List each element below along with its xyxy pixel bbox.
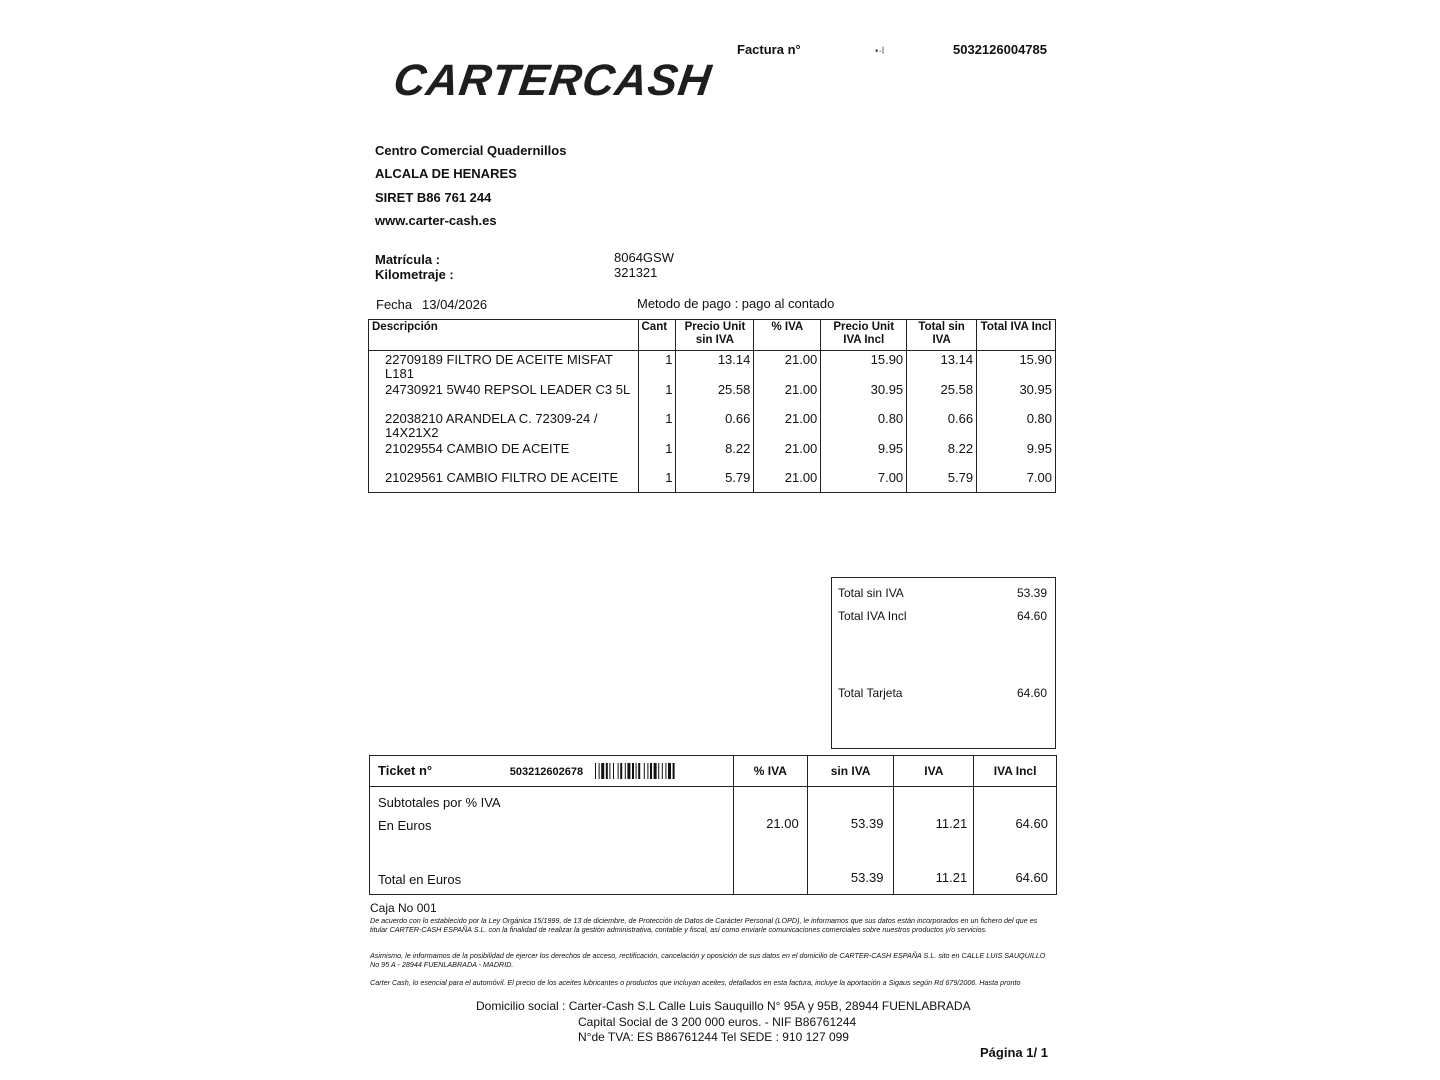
- subtotals-label: Subtotales por % IVA: [378, 795, 501, 810]
- invoice-number: 5032126004785: [953, 42, 1047, 57]
- invoice-label: Factura n°: [737, 42, 801, 57]
- ticket-label: Ticket n°: [378, 762, 433, 778]
- total-net: 53.39: [850, 870, 884, 885]
- total-euros-label: Total en Euros: [378, 872, 462, 887]
- register-number: Caja No 001: [370, 901, 437, 915]
- item-total-gross: 30.95: [977, 382, 1056, 411]
- store-city: ALCALA DE HENARES: [375, 166, 517, 181]
- item-vat: 21.00: [754, 411, 821, 441]
- items-header-row: [369, 320, 1056, 351]
- table-row: [369, 351, 1056, 383]
- total-card-value: 64.60: [1016, 686, 1047, 700]
- store-name: Centro Comercial Quadernillos: [375, 143, 567, 158]
- subtotal-net: 53.39: [850, 816, 884, 831]
- km-label: Kilometraje :: [375, 267, 454, 282]
- company-domicile: Domicilio social : Carter-Cash S.L Calle Luis Sauquillo N° 95A y 95B, 28944 FUENLABRADA: [476, 999, 971, 1013]
- table-row: [369, 411, 1056, 441]
- company-capital: Capital Social de 3 200 000 euros. - NIF B86761244: [578, 1015, 857, 1029]
- items-table: [368, 319, 1056, 493]
- col-description: Descripción: [369, 320, 639, 351]
- item-quantity: 1: [638, 382, 676, 411]
- plate-label: Matrícula :: [375, 252, 441, 267]
- item-quantity: 1: [638, 470, 676, 493]
- currency-label: En Euros: [378, 818, 432, 833]
- item-description: 22038210 ARANDELA C. 72309-24 / 14X21X2: [369, 411, 639, 441]
- legal-notice-rights: Asimismo, le informamos de la posibilidad de ejercer los derechos de acceso, rectificación, cancelación y oposición de sus datos en el domicilio de CARTER-CASH ESPAÑA S.L. sito en CALLE LUIS SAUQUILLO No 95 A - 28944 FUENLABRADA - MADRID.: [370, 951, 1046, 969]
- item-total-gross: 0.80: [977, 411, 1056, 441]
- date-value: 13/04/2026: [422, 297, 488, 312]
- item-unit-gross: 9.95: [821, 441, 907, 470]
- col-total-gross: Total IVA Incl: [977, 320, 1056, 351]
- item-vat: 21.00: [754, 441, 821, 470]
- page-number: Página 1/ 1: [980, 1045, 1048, 1060]
- date-label: Fecha: [376, 297, 413, 312]
- table-row: [369, 441, 1056, 470]
- col-quantity: Cant: [638, 320, 676, 351]
- invoice-mark: •·l: [875, 46, 885, 57]
- totals-box: [831, 577, 1056, 749]
- item-unit-net: 5.79: [676, 470, 754, 493]
- total-gross-label: Total IVA Incl: [838, 609, 907, 623]
- item-description: 21029554 CAMBIO DE ACEITE: [369, 441, 639, 470]
- item-unit-net: 8.22: [676, 441, 754, 470]
- item-unit-gross: 15.90: [821, 351, 907, 383]
- store-website: www.carter-cash.es: [375, 213, 497, 228]
- item-total-net: 0.66: [907, 411, 977, 441]
- item-total-net: 13.14: [907, 351, 977, 383]
- item-vat: 21.00: [754, 470, 821, 493]
- ticket-col-vat: % IVA: [733, 756, 807, 787]
- item-quantity: 1: [638, 351, 676, 383]
- table-row: [369, 470, 1056, 493]
- item-quantity: 1: [638, 441, 676, 470]
- total-gross-value: 64.60: [1016, 609, 1047, 623]
- item-unit-gross: 7.00: [821, 470, 907, 493]
- item-total-net: 25.58: [907, 382, 977, 411]
- ticket-body-row: [370, 787, 1057, 895]
- item-description: 24730921 5W40 REPSOL LEADER C3 5L: [369, 382, 639, 411]
- company-vat-phone: N°de TVA: ES B86761244 Tel SEDE : 910 127 099: [578, 1030, 849, 1044]
- legal-notice-privacy: De acuerdo con lo establecido por la Ley Orgánica 15/1999, de 13 de diciembre, de Protección de Datos de Carácter Personal (LOPD), le informamos que sus datos están incorporados en un fichero del que es titular CARTER-CASH ESPAÑA S.L. con la finalidad de realizar la gestión administrativa, contable y fiscal, así como enviarle comunicaciones comerciales sobre nuestros productos y/o servicios.: [370, 916, 1038, 934]
- total-card-label: Total Tarjeta: [838, 686, 903, 700]
- vat-summary-table: [369, 755, 1057, 895]
- vat-rate: 21.00: [766, 816, 799, 831]
- total-tax: 11.21: [935, 870, 968, 885]
- col-unit-gross: Precio Unit IVA Incl: [821, 320, 907, 351]
- total-net-value: 53.39: [1016, 586, 1047, 600]
- item-description: 21029561 CAMBIO FILTRO DE ACEITE: [369, 470, 639, 493]
- ticket-col-gross: IVA Incl: [974, 756, 1057, 787]
- item-total-net: 5.79: [907, 470, 977, 493]
- ticket-col-tax: IVA: [894, 756, 974, 787]
- payment-method: Metodo de pago : pago al contado: [637, 296, 835, 311]
- total-net-label: Total sin IVA: [838, 586, 904, 600]
- item-unit-net: 0.66: [676, 411, 754, 441]
- item-total-gross: 7.00: [977, 470, 1056, 493]
- col-total-net: Total sin IVA: [907, 320, 977, 351]
- item-vat: 21.00: [754, 351, 821, 383]
- plate-value: 8064GSW: [614, 250, 674, 265]
- barcode-icon: [595, 763, 719, 779]
- item-quantity: 1: [638, 411, 676, 441]
- km-value: 321321: [614, 265, 658, 280]
- legal-notice-oils: Carter Cash, lo esencial para el automóvil. El precio de los aceites lubricantes o productos que incluyan aceites, detallados en esta factura, incluye la aportación a Sigaus según Rd 679/2006. Hasta pronto: [370, 978, 1021, 987]
- item-unit-net: 25.58: [676, 382, 754, 411]
- col-vat: % IVA: [754, 320, 821, 351]
- cartercash-logo: CARTERCASH: [390, 56, 715, 105]
- item-description: 22709189 FILTRO DE ACEITE MISFAT L181: [369, 351, 639, 383]
- item-unit-gross: 30.95: [821, 382, 907, 411]
- table-row: [369, 382, 1056, 411]
- ticket-col-net: sin IVA: [807, 756, 894, 787]
- item-total-gross: 15.90: [977, 351, 1056, 383]
- col-unit-net: Precio Unit sin IVA: [676, 320, 754, 351]
- subtotal-gross: 64.60: [1015, 816, 1048, 831]
- ticket-number: 503212602678: [509, 765, 584, 778]
- total-gross: 64.60: [1015, 870, 1048, 885]
- ticket-header-row: [370, 756, 1057, 787]
- item-vat: 21.00: [754, 382, 821, 411]
- item-unit-gross: 0.80: [821, 411, 907, 441]
- item-total-gross: 9.95: [977, 441, 1056, 470]
- item-unit-net: 13.14: [676, 351, 754, 383]
- subtotal-tax: 11.21: [935, 816, 968, 831]
- item-total-net: 8.22: [907, 441, 977, 470]
- store-siret: SIRET B86 761 244: [375, 190, 492, 205]
